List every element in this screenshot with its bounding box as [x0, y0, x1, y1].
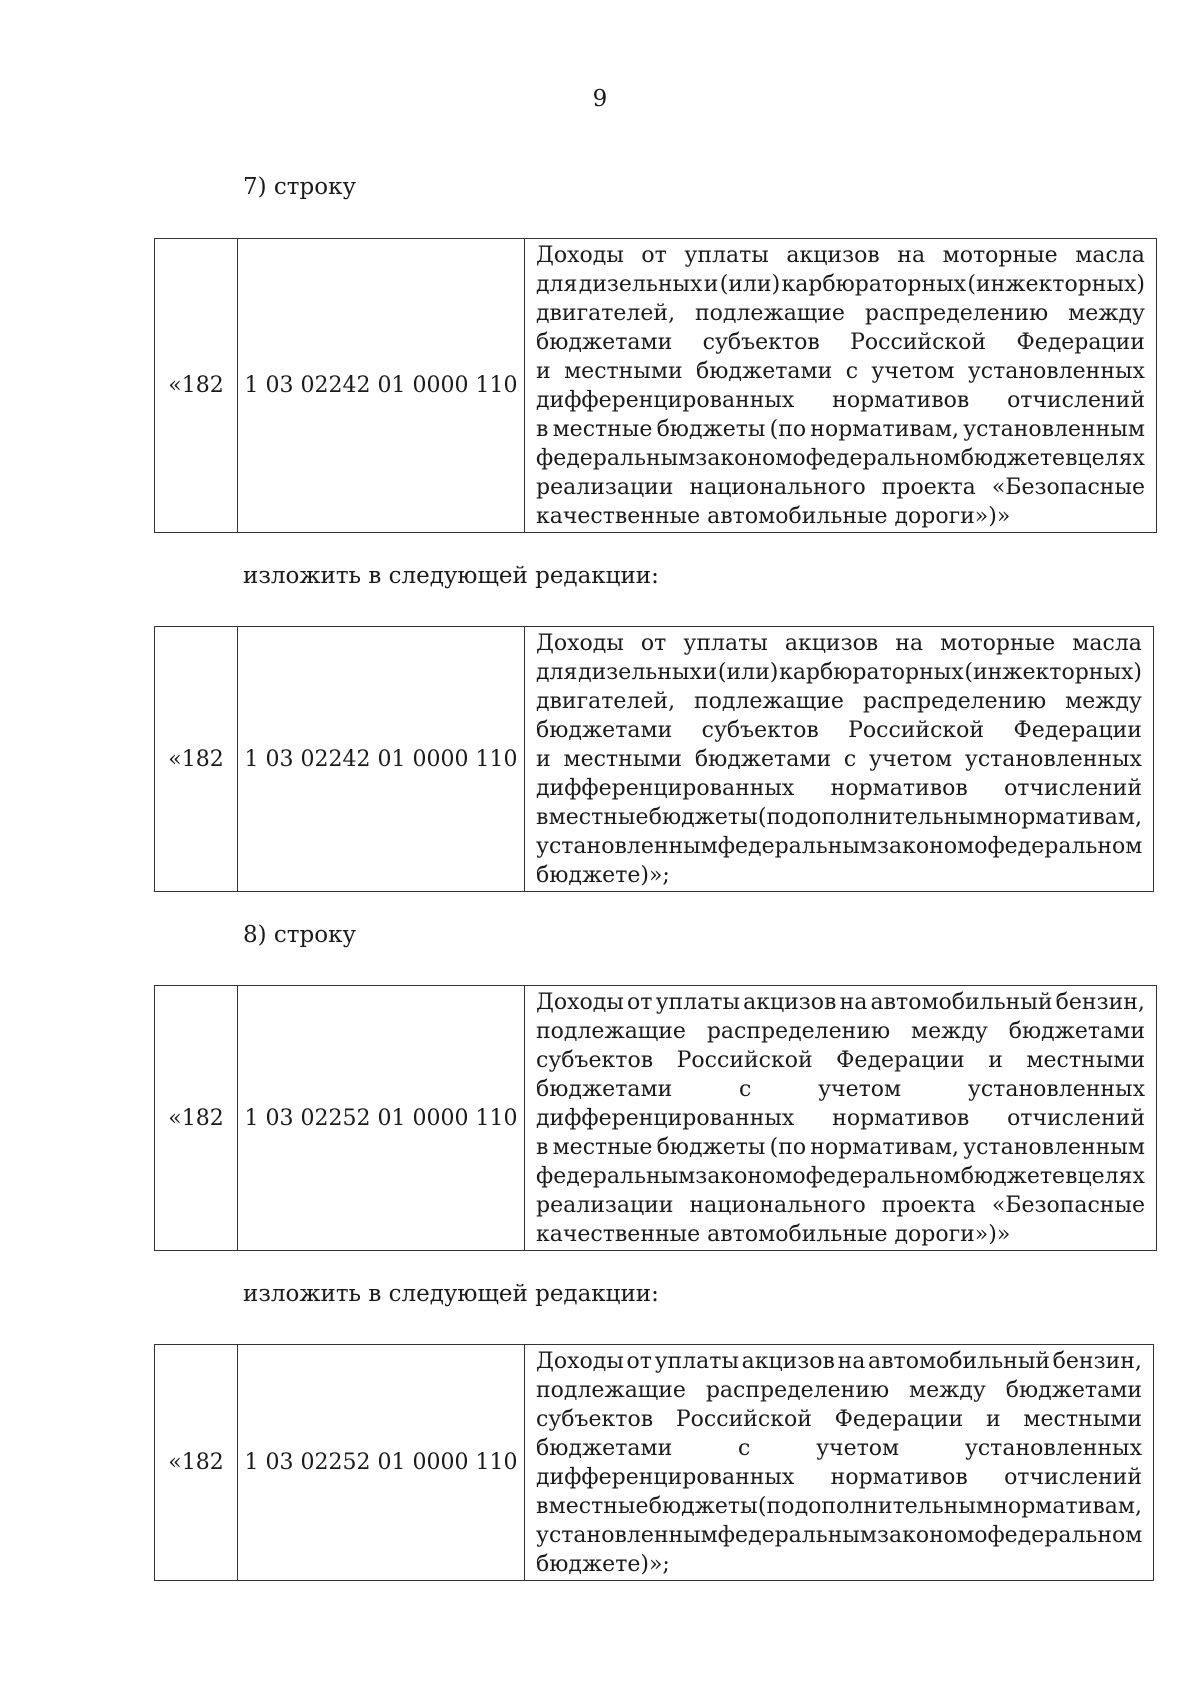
description-word: и [536, 359, 551, 384]
description-word: подлежащие [694, 689, 844, 714]
description-word: в [1065, 446, 1078, 471]
description-word: автомобильный [870, 990, 1053, 1015]
description-word: распределению [864, 301, 1049, 326]
section-8-old-row-table [154, 985, 1157, 1251]
description-word: федеральным [536, 446, 696, 471]
admin-code-cell: «182 [155, 1345, 238, 1581]
description-line [536, 1191, 1145, 1220]
description-line [536, 502, 1145, 531]
section-7-old-row-table [154, 238, 1157, 533]
budget-code-cell: 1 03 02252 01 0000 110 [238, 1345, 525, 1581]
description-word: дизельных [578, 660, 702, 685]
description-line [536, 1376, 1142, 1405]
page-number: 9 [592, 86, 608, 112]
description-word: бюджетами [1005, 1378, 1142, 1403]
description-word: бюджете [960, 446, 1066, 471]
description-word: и [988, 1048, 1003, 1073]
description-word: с [845, 359, 859, 384]
description-word: отчислений [1007, 388, 1145, 413]
description-line [536, 1104, 1145, 1133]
description-word: и [985, 1407, 1001, 1432]
description-word: отчислений [1007, 1106, 1145, 1131]
description-word: целях [1077, 1164, 1145, 1189]
description-word: Российской [848, 718, 985, 743]
description-word: (по [769, 1135, 807, 1160]
description-line [536, 832, 1142, 861]
description-word: законом [877, 1523, 975, 1548]
description-word: нормативов [830, 776, 968, 801]
table-row [155, 1345, 1154, 1581]
description-word: акцизов [741, 1349, 835, 1374]
description-word: «Безопасные [991, 475, 1145, 500]
description-word: законом [695, 1164, 793, 1189]
description-line [536, 1347, 1142, 1376]
description-word: уплаты [654, 1349, 739, 1374]
description-word: отчислений [1004, 1465, 1142, 1490]
description-cell [525, 986, 1157, 1251]
description-word: проекта [881, 475, 976, 500]
description-word: дополнительным [794, 805, 994, 830]
description-word: федеральным [536, 1164, 696, 1189]
description-word: от [641, 243, 667, 268]
description-line-text: качественные автомобильные дороги»)» [536, 1222, 1011, 1247]
description-line [536, 774, 1142, 803]
description-word: Доходы [536, 631, 624, 656]
description-word: подлежащие [536, 1378, 686, 1403]
description-word: (по [757, 805, 795, 830]
description-word: в [536, 1494, 549, 1519]
description-word: установленных [964, 1436, 1142, 1461]
description-word: дифференцированных [536, 1106, 795, 1131]
description-word: автомобильный [868, 1349, 1051, 1374]
description-word: (инжекторных) [964, 660, 1142, 685]
description-word: федеральным [717, 834, 878, 859]
description-word: бюджетами [536, 718, 673, 743]
description-line [536, 1133, 1145, 1162]
description-word: от [627, 990, 653, 1015]
description-word: субъектов [701, 718, 819, 743]
description-word: федеральном [987, 1523, 1143, 1548]
description-word: национального [689, 1193, 866, 1218]
description-line [536, 1521, 1142, 1550]
admin-code-cell: «182 [155, 986, 238, 1251]
description-word: бюджеты [656, 417, 766, 442]
description-line [536, 803, 1142, 832]
description-line [536, 1405, 1142, 1434]
description-line [536, 444, 1145, 473]
budget-code-cell: 1 03 02242 01 0000 110 [238, 627, 525, 892]
description-word: субъектов [536, 1048, 654, 1073]
description-line-text: бюджете)»; [536, 863, 670, 888]
description-word: нормативам, [993, 1494, 1142, 1519]
description-word: моторные [940, 631, 1056, 656]
description-cell [525, 1345, 1154, 1581]
description-line [536, 1220, 1145, 1249]
description-word: на [897, 243, 926, 268]
description-word: установленным [536, 834, 718, 859]
description-word: дизельных [578, 272, 703, 297]
description-cell [525, 627, 1154, 892]
description-line [536, 328, 1145, 357]
description-word: бюджеты [648, 1494, 758, 1519]
description-word: (или) [719, 272, 781, 297]
description-line [536, 861, 1142, 890]
section-8-instruction: изложить в следующей редакции: [243, 1281, 659, 1307]
description-word: (или) [717, 660, 779, 685]
description-line [536, 299, 1145, 328]
description-word: бензин, [1052, 1349, 1142, 1374]
description-word: масла [1075, 243, 1145, 268]
description-word: законом [877, 834, 975, 859]
description-word: Федерации [1013, 718, 1142, 743]
description-word: нормативам, [810, 1135, 959, 1160]
description-word: Российской [850, 330, 987, 355]
description-word: между [1065, 689, 1142, 714]
description-word: от [626, 1349, 652, 1374]
description-line [536, 745, 1142, 774]
description-word: и [702, 660, 718, 685]
budget-code-cell: 1 03 02252 01 0000 110 [238, 986, 525, 1251]
description-word: Федерации [1016, 330, 1145, 355]
description-word: в [1065, 1164, 1078, 1189]
description-word: учетом [818, 1077, 902, 1102]
description-word: Федерации [834, 1407, 964, 1432]
description-word: с [843, 747, 857, 772]
description-word: установленных [967, 359, 1145, 384]
table-row [155, 627, 1154, 892]
description-word: на [837, 1349, 866, 1374]
description-word: местными [1026, 1048, 1145, 1073]
description-word: местные [548, 805, 649, 830]
description-word: бюджеты [656, 1135, 766, 1160]
description-word: Доходы [536, 1349, 624, 1374]
description-word: между [909, 1378, 986, 1403]
description-word: масла [1072, 631, 1142, 656]
description-word: Российской [676, 1048, 813, 1073]
description-line-text: бюджете)»; [536, 1552, 670, 1577]
description-word: для [536, 660, 578, 685]
description-line [536, 1017, 1145, 1046]
description-word: установленным [963, 417, 1145, 442]
description-word: нормативам, [810, 417, 959, 442]
description-word: местными [563, 747, 683, 772]
description-word: распределению [705, 1378, 890, 1403]
table-row [155, 239, 1157, 533]
description-word: дифференцированных [536, 1465, 795, 1490]
description-word: бюджетами [536, 330, 673, 355]
description-word: нормативам, [993, 805, 1142, 830]
description-word: уплаты [655, 990, 740, 1015]
description-word: законом [695, 446, 793, 471]
description-word: нормативов [830, 1465, 968, 1490]
description-line [536, 357, 1145, 386]
section-7-new-row-table [154, 626, 1154, 892]
description-word: бюджеты [648, 805, 758, 830]
description-word: о [974, 834, 988, 859]
description-word: моторные [942, 243, 1058, 268]
section-8-new-row-table [154, 1344, 1154, 1581]
admin-code-cell: «182 [155, 627, 238, 892]
description-line [536, 1463, 1142, 1492]
description-line [536, 716, 1142, 745]
description-word: о [792, 446, 806, 471]
description-word: распределению [862, 689, 1047, 714]
description-word: бензин, [1055, 990, 1145, 1015]
description-word: уплаты [684, 243, 769, 268]
description-word: уплаты [683, 631, 768, 656]
description-word: реализации [536, 1193, 674, 1218]
description-word: карбюраторных [781, 272, 967, 297]
description-word: распределению [706, 1019, 891, 1044]
description-word: с [739, 1077, 752, 1102]
description-word: отчислений [1004, 776, 1142, 801]
description-word: Доходы [536, 243, 624, 268]
description-word: Федерации [836, 1048, 965, 1073]
description-word: в [536, 1135, 549, 1160]
description-word: о [792, 1164, 806, 1189]
description-word: с [738, 1436, 751, 1461]
description-word: установленным [963, 1135, 1145, 1160]
description-text [536, 629, 1142, 890]
description-line [536, 1046, 1145, 1075]
description-word: местные [552, 1135, 653, 1160]
description-line [536, 658, 1142, 687]
table-row [155, 986, 1157, 1251]
description-text [536, 241, 1145, 531]
description-word: акцизов [743, 990, 837, 1015]
description-word: бюджетами [536, 1077, 673, 1102]
description-word: местными [564, 359, 683, 384]
description-word: (инжекторных) [967, 272, 1145, 297]
description-line [536, 386, 1145, 415]
description-word: для [536, 272, 578, 297]
description-word: между [911, 1019, 988, 1044]
description-word: о [974, 1523, 988, 1548]
description-line [536, 1550, 1142, 1579]
description-word: карбюраторных [779, 660, 964, 685]
description-word: местные [548, 1494, 649, 1519]
description-word: субъектов [702, 330, 820, 355]
description-word: федеральном [805, 1164, 961, 1189]
section-7-instruction: изложить в следующей редакции: [243, 563, 659, 589]
description-word: установленных [964, 747, 1142, 772]
section-8-heading: 8) строку [243, 922, 357, 948]
description-word: и [703, 272, 719, 297]
description-word: целях [1077, 446, 1145, 471]
description-cell [525, 239, 1157, 533]
description-line [536, 687, 1142, 716]
description-word: (по [757, 1494, 795, 1519]
budget-code-cell: 1 03 02242 01 0000 110 [238, 239, 525, 533]
description-word: нормативов [832, 388, 970, 413]
description-line [536, 241, 1145, 270]
description-word: учетом [816, 1436, 900, 1461]
description-word: дифференцированных [536, 388, 795, 413]
description-word: субъектов [536, 1407, 654, 1432]
description-line [536, 1162, 1145, 1191]
description-word: федеральном [805, 446, 961, 471]
description-word: бюджетами [536, 1436, 673, 1461]
description-word: подлежащие [695, 301, 845, 326]
description-word: нормативов [832, 1106, 970, 1131]
description-word: бюджетами [696, 359, 833, 384]
description-word: установленных [967, 1077, 1145, 1102]
section-7-heading: 7) строку [243, 174, 357, 200]
description-word: реализации [536, 475, 674, 500]
description-word: на [895, 631, 924, 656]
description-text [536, 1347, 1142, 1579]
description-word: акцизов [784, 631, 879, 656]
description-line [536, 629, 1142, 658]
description-line [536, 988, 1145, 1017]
description-word: подлежащие [536, 1019, 686, 1044]
description-word: национального [689, 475, 866, 500]
description-line [536, 1492, 1142, 1521]
description-word: учетом [871, 359, 955, 384]
description-text [536, 988, 1145, 1249]
admin-code-cell: «182 [155, 239, 238, 533]
description-line [536, 270, 1145, 299]
description-word: (по [769, 417, 807, 442]
description-word: федеральном [987, 834, 1143, 859]
description-word: федеральным [717, 1523, 878, 1548]
description-word: и [536, 747, 551, 772]
description-word: дополнительным [794, 1494, 994, 1519]
description-word: Российской [675, 1407, 812, 1432]
description-line [536, 473, 1145, 502]
description-word: «Безопасные [991, 1193, 1145, 1218]
description-word: бюджетами [694, 747, 832, 772]
description-word: местными [1023, 1407, 1142, 1432]
description-line [536, 1434, 1142, 1463]
description-word: акцизов [786, 243, 880, 268]
description-line [536, 1075, 1145, 1104]
description-word: дифференцированных [536, 776, 795, 801]
description-word: между [1068, 301, 1145, 326]
description-word: Доходы [536, 990, 624, 1015]
description-word: учетом [869, 747, 953, 772]
description-word: двигателей, [536, 301, 676, 326]
description-word: бюджете [960, 1164, 1066, 1189]
description-word: от [640, 631, 667, 656]
description-word: в [536, 417, 549, 442]
description-line [536, 415, 1145, 444]
description-word: местные [552, 417, 653, 442]
description-word: на [839, 990, 868, 1015]
description-word: установленным [536, 1523, 718, 1548]
description-word: бюджетами [1008, 1019, 1145, 1044]
description-line-text: качественные автомобильные дороги»)» [536, 504, 1011, 529]
description-word: в [536, 805, 549, 830]
description-word: проекта [881, 1193, 976, 1218]
description-word: двигателей, [536, 689, 676, 714]
